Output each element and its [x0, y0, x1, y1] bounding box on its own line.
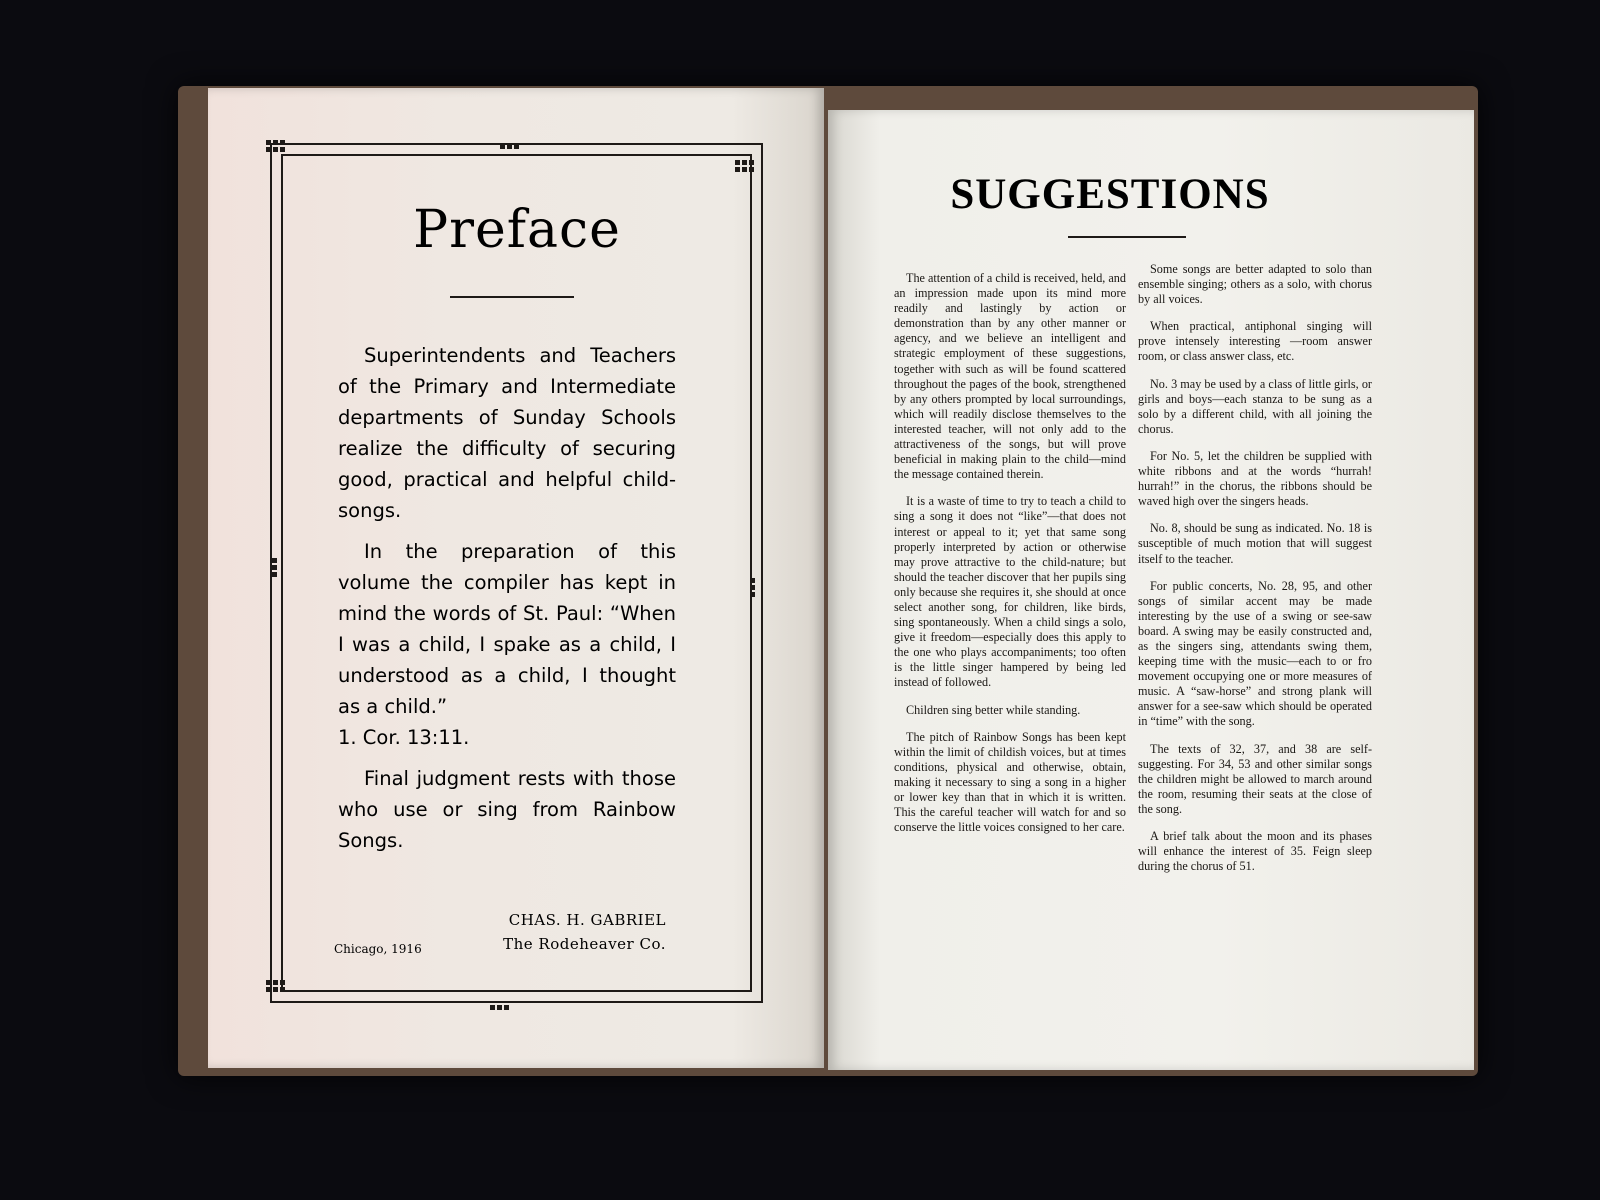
corner-ornament-icon [266, 980, 285, 992]
bottom-ornament-icon [490, 1005, 509, 1010]
suggestions-title: SUGGESTIONS [950, 171, 1270, 218]
preface-title: Preface [413, 200, 621, 260]
title-divider [1068, 236, 1186, 238]
preface-citation: 1. Cor. 13:11. [338, 726, 470, 749]
preface-paragraph: In the preparation of this volume the compiler has kept in mind the words of St. Paul: “When I was a child, I spake as a child, I understood as a child, I thought as a child.” [338, 540, 676, 718]
preface-body [338, 340, 676, 866]
suggestion-paragraph: For public concerts, No. 28, 95, and other songs of similar accent may be made interesting by the use of a swing or see-saw board. A swing may be easily constructed and, as the singers sing, attendants swing them, keeping time with the music—each to or fro movement occupying one or more measures of music. A “saw-horse” and strong plank will answer for a see-saw which should be operated in “time” with the song. [1138, 578, 1372, 729]
suggestion-paragraph: Children sing better while standing. [906, 702, 1081, 717]
signature-name: CHAS. H. GABRIEL [508, 911, 666, 929]
corner-ornament-icon [266, 140, 285, 152]
title-divider [450, 296, 574, 298]
suggestion-paragraph: No. 3 may be used by a class of little girls, or girls and boys—each stanza to be sung as a solo by a different child, with all joining the chorus. [1138, 376, 1372, 436]
suggestions-column-left [894, 271, 1126, 847]
side-ornament-icon [750, 578, 755, 597]
suggestions-column-right [1138, 262, 1372, 886]
suggestion-paragraph: The pitch of Rainbow Songs has been kept within the limit of childish voices, but at times conditions, physical and otherwise, obtain, making it necessary to sing a song in a higher or lower key than that in which it is written. This the careful teacher will watch for and so conserve the little voices consigned to her care. [894, 729, 1126, 835]
suggestion-paragraph: A brief talk about the moon and its phases will enhance the interest of 35. Feign sleep during the chorus of 51. [1138, 829, 1372, 874]
suggestion-paragraph: Some songs are better adapted to solo than ensemble singing; others as a solo, with chorus by all voices. [1138, 262, 1372, 307]
suggestion-paragraph: It is a waste of time to try to teach a child to sing a song it does not “like”—that does not interest or appeal to it; yet that same song properly interpreted by action or otherwise may prove attractive to the child-nature; but should the teacher discover that her pupils sing only because she requires it, she should at once select another song, for children, like birds, sing spontaneously. When a child sings a solo, give it freedom—especially does this apply to the one who plays accompaniments; too often is the little singer hampered by being led instead of followed. [894, 494, 1126, 690]
suggestion-paragraph: When practical, antiphonal singing will prove intensely interesting —room answer room, or class answer class, etc. [1138, 319, 1372, 364]
suggestion-paragraph: The texts of 32, 37, and 38 are self-suggesting. For 34, 53 and other similar songs the children might be allowed to march around the room, resuming their seats at the close of the song. [1138, 741, 1372, 816]
place-date: Chicago, 1916 [334, 942, 422, 956]
signature [470, 908, 666, 956]
suggestion-paragraph: For No. 5, let the children be supplied with white ribbons and at the words “hurrah! hurrah!” in the chorus, the ribbons should be waved high over the singers heads. [1138, 448, 1372, 509]
top-ornament-icon [500, 144, 519, 149]
suggestion-paragraph: No. 8, should be sung as indicated. No. 18 is susceptible of much motion that will suggest itself to the teacher. [1138, 521, 1372, 566]
preface-paragraph: Final judgment rests with those who use or sing from Rainbow Songs. [338, 767, 676, 852]
signature-company: The Rodeheaver Co. [503, 935, 666, 953]
suggestion-paragraph: The attention of a child is received, held, and an impression made upon its mind more readily and lastingly by action or demonstration than by any other manner or agency, and we believe an intelligent and strategic employment of these suggestions, together with such as will be found scattered throughout the pages of the book, strengthened by any others prompted by local surroundings, which will readily disclose themselves to the interested teacher, will not only add to the attractiveness of the songs, but will prove beneficial in making plain to the child—mind the message contained therein. [894, 271, 1126, 482]
preface-paragraph: Superintendents and Teachers of the Primary and Intermediate departments of Sunday Schools realize the difficulty of securing good, practical and helpful child-songs. [338, 344, 676, 522]
side-ornament-icon [272, 558, 277, 577]
corner-ornament-icon [735, 160, 754, 172]
